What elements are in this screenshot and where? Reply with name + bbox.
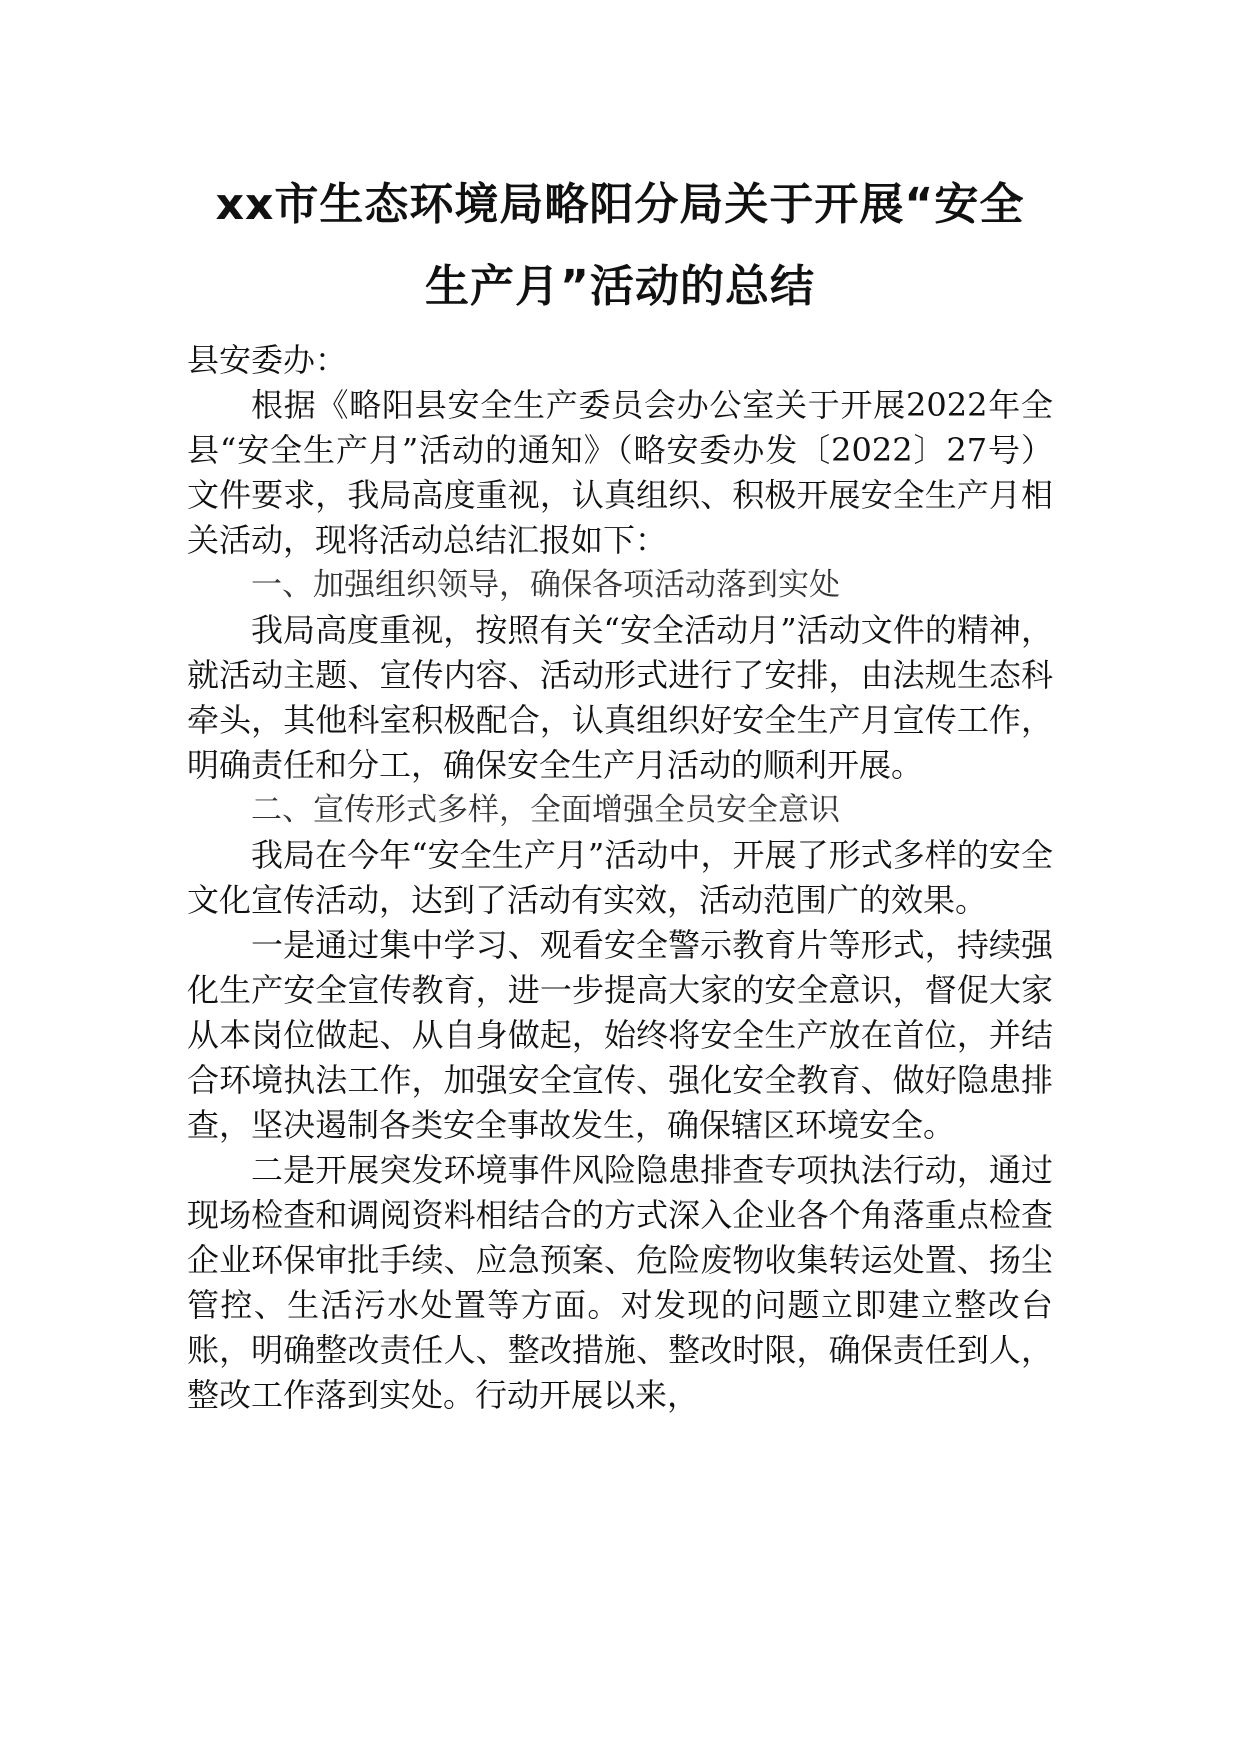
salutation: 县安委办： — [187, 341, 348, 379]
document-title-line-2: 生产月”活动的总结 — [425, 261, 815, 312]
document-body — [187, 338, 1053, 1418]
paragraph-item-1: 一是通过集中学习、观看安全警示教育片等形式，持续强化生产安全宣传教育，进一步提高大家的安全意识，督促大家从本岗位做起、从自身做起，始终将安全生产放在首位，并结合环境执法工作，加强安全宣传、强化安全教育、做好隐患排查，坚决遏制各类安全事故发生，确保辖区环境安全。 — [187, 926, 1053, 1144]
paragraph-section-2: 我局在今年“安全生产月”活动中，开展了形式多样的安全文化宣传活动，达到了活动有实效，活动范围广的效果。 — [187, 836, 1053, 919]
paragraph-item-2: 二是开展突发环境事件风险隐患排查专项执法行动，通过现场检查和调阅资料相结合的方式深入企业各个角落重点检查企业环保审批手续、应急预案、危险废物收集转运处置、扬尘管控、生活污水处置等方面。对发现的问题立即建立整改台账，明确整改责任人、整改措施、整改时限，确保责任到人，整改工作落到实处。行动开展以来， — [187, 1151, 1053, 1414]
paragraph-section-1: 我局高度重视，按照有关“安全活动月”活动文件的精神，就活动主题、宣传内容、活动形式进行了安排，由法规生态科牵头，其他科室积极配合，认真组织好安全生产月宣传工作，明确责任和分工，确保安全生产月活动的顺利开展。 — [187, 611, 1053, 784]
paragraph-intro: 根据《略阳县安全生产委员会办公室关于开展2022年全县“安全生产月”活动的通知》（略安委办发〔2022〕27号）文件要求，我局高度重视，认真组织、积极开展安全生产月相关活动，现将活动总结汇报如下： — [187, 386, 1053, 559]
section-heading-2: 二、宣传形式多样，全面增强全员安全意识 — [251, 792, 840, 828]
section-heading-1: 一、加强组织领导，确保各项活动落到实处 — [251, 567, 840, 603]
document-title-line-1: xx市生态环境局略阳分局关于开展“安全 — [215, 179, 1025, 230]
